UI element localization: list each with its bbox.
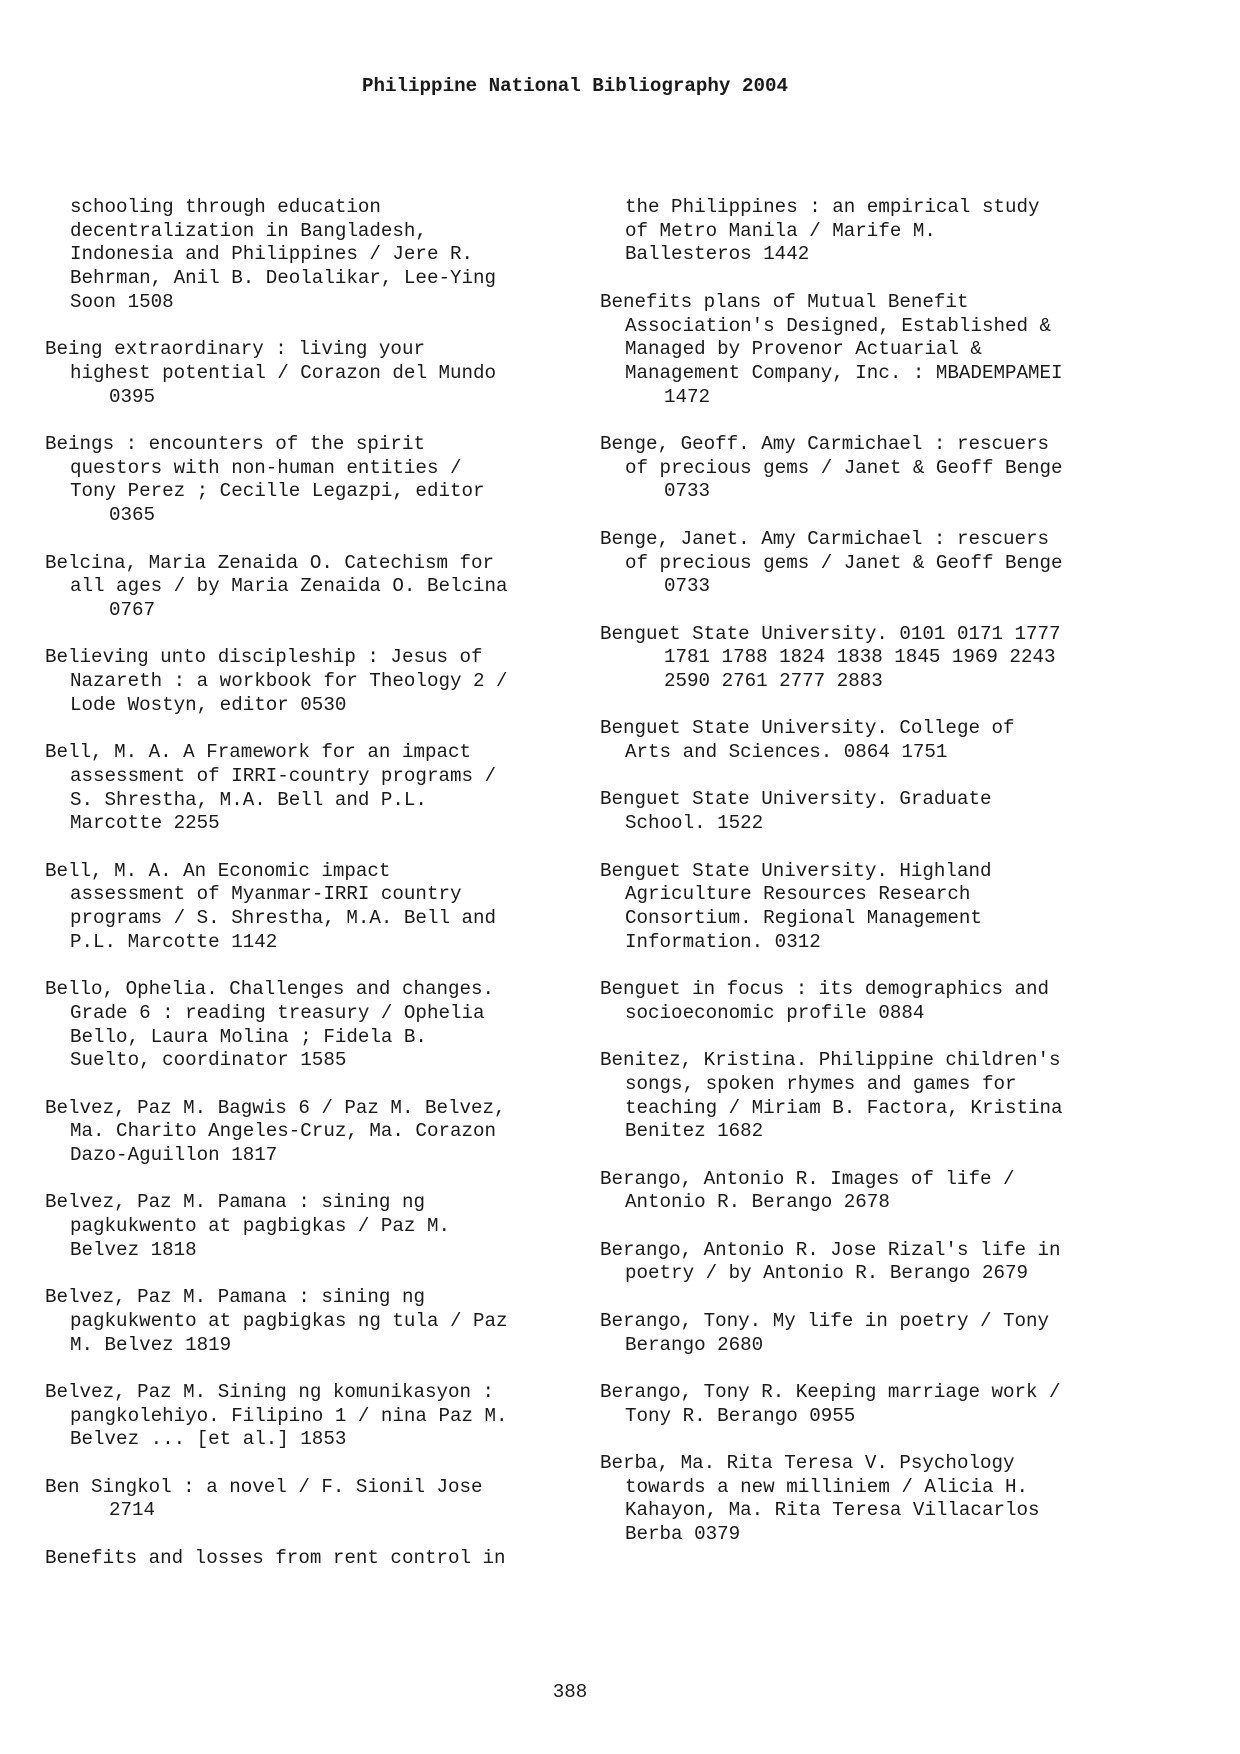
entry-line: Grade 6 : reading treasury / Ophelia: [70, 1001, 485, 1024]
bibliography-entry: [45, 741, 605, 836]
bibliography-entry: [600, 528, 1160, 599]
entry-line: pagkukwento at pagbigkas / Paz M.: [70, 1215, 450, 1238]
entry-line: Benitez, Kristina. Philippine children's: [600, 1049, 1061, 1072]
bibliography-entry: [45, 1547, 605, 1571]
bibliography-entry: [45, 860, 605, 955]
entry-line: Dazo-Aguillon 1817: [70, 1144, 278, 1166]
entry-line: Berango, Antonio R. Jose Rizal's life in: [600, 1238, 1061, 1261]
entry-line: Indonesia and Philippines / Jere R.: [70, 243, 474, 266]
bibliography-entry: [600, 1310, 1160, 1357]
entry-line: Belvez, Paz M. Bagwis 6 / Paz M. Belvez,: [45, 1096, 506, 1119]
bibliography-entry: [600, 291, 1160, 410]
entry-line: 0733: [664, 575, 711, 598]
entry-line: Benguet State University. Graduate: [600, 788, 992, 811]
entry-line: Berango, Tony. My life in poetry / Tony: [600, 1309, 1050, 1332]
entry-line: 2590 2761 2777 2883: [664, 670, 883, 692]
bibliography-entry: [45, 1097, 605, 1168]
entry-line: School. 1522: [625, 812, 764, 835]
entry-line: of precious gems / Janet & Geoff Benge: [625, 456, 1063, 479]
page-number: 388: [552, 1681, 588, 1703]
entry-line: of precious gems / Janet & Geoff Benge: [625, 551, 1063, 574]
entry-line: Information. 0312: [625, 930, 821, 953]
bibliography-entry: [45, 196, 605, 315]
entry-line: Belvez 1818: [70, 1238, 197, 1261]
bibliography-entry: [45, 646, 605, 717]
entry-line: 0767: [109, 598, 156, 621]
entry-line: Association's Designed, Established &: [625, 314, 1052, 337]
entry-line: the Philippines : an empirical study: [625, 196, 1040, 218]
entry-line: Ballesteros 1442: [625, 243, 810, 266]
entry-line: highest potential / Corazon del Mundo: [70, 361, 497, 384]
left-column: [45, 196, 605, 1594]
entry-line: Berango, Tony R. Keeping marriage work /: [600, 1380, 1061, 1403]
entry-line: all ages / by Maria Zenaida O. Belcina: [70, 575, 508, 598]
entry-line: Ben Singkol : a novel / F. Sionil Jose: [45, 1475, 483, 1498]
entry-line: 0733: [664, 480, 711, 503]
entry-line: Benge, Janet. Amy Carmichael : rescuers: [600, 527, 1050, 550]
entry-line: Belvez, Paz M. Pamana : sining ng: [45, 1191, 425, 1214]
entry-line: 0365: [109, 504, 156, 527]
entry-line: Belvez, Paz M. Sining ng komunikasyon :: [45, 1380, 495, 1403]
entry-line: Tony Perez ; Cecille Legazpi, editor: [70, 480, 485, 503]
entry-line: 2714: [109, 1499, 156, 1522]
bibliography-entry: [45, 1381, 605, 1452]
entry-line: schooling through education: [70, 196, 381, 218]
entry-line: assessment of IRRI-country programs /: [70, 764, 497, 787]
bibliography-entry: [600, 1452, 1160, 1547]
bibliography-entry: [600, 433, 1160, 504]
bibliography-entry: [45, 1191, 605, 1262]
bibliography-entry: [45, 552, 605, 623]
entry-line: poetry / by Antonio R. Berango 2679: [625, 1262, 1029, 1285]
entry-line: Berango, Antonio R. Images of life /: [600, 1167, 1015, 1190]
bibliography-entry: [600, 1049, 1160, 1144]
bibliography-entry: [600, 1239, 1160, 1286]
entry-line: Ma. Charito Angeles-Cruz, Ma. Corazon: [70, 1120, 497, 1143]
bibliography-entry: [600, 196, 1160, 267]
entry-line: Benefits plans of Mutual Benefit: [600, 290, 969, 313]
bibliography-entry: [600, 623, 1160, 694]
entry-line: Benguet State University. College of: [600, 717, 1015, 740]
entry-line: songs, spoken rhymes and games for: [625, 1072, 1017, 1095]
entry-line: teaching / Miriam B. Factora, Kristina: [625, 1096, 1063, 1119]
entry-line: Berba 0379: [625, 1523, 741, 1546]
entry-line: Berba, Ma. Rita Teresa V. Psychology: [600, 1452, 1015, 1475]
entry-line: programs / S. Shrestha, M.A. Bell and: [70, 907, 497, 929]
entry-line: Consortium. Regional Management: [625, 906, 982, 929]
entry-line: Benguet State University. Highland: [600, 859, 992, 882]
entry-line: of Metro Manila / Marife M.: [625, 219, 936, 242]
entry-line: assessment of Myanmar-IRRI country: [70, 883, 462, 906]
entry-line: Being extraordinary : living your: [45, 338, 425, 361]
bibliography-entry: [600, 788, 1160, 835]
entry-line: Nazareth : a workbook for Theology 2 /: [70, 670, 508, 692]
entry-line: Belcina, Maria Zenaida O. Catechism for: [45, 551, 495, 574]
right-column: [600, 196, 1160, 1571]
entry-line: Agriculture Resources Research: [625, 883, 971, 906]
entry-line: Kahayon, Ma. Rita Teresa Villacarlos: [625, 1499, 1040, 1522]
entry-line: questors with non-human entities /: [70, 456, 462, 479]
bibliography-entry: [600, 717, 1160, 764]
entry-line: Benguet State University. 0101 0171 1777: [600, 622, 1061, 645]
entry-line: P.L. Marcotte 1142: [70, 930, 278, 953]
entry-line: 1472: [664, 385, 711, 408]
entry-line: Benguet in focus : its demographics and: [600, 978, 1050, 1001]
entry-line: Soon 1508: [70, 290, 174, 313]
bibliography-entry: [600, 978, 1160, 1025]
bibliography-entry: [45, 978, 605, 1073]
entry-line: Management Company, Inc. : MBADEMPAMEI: [625, 361, 1063, 384]
entry-line: towards a new milliniem / Alicia H.: [625, 1475, 1029, 1498]
entry-line: pagkukwento at pagbigkas ng tula / Paz: [70, 1309, 508, 1332]
entry-line: Benefits and losses from rent control in: [45, 1546, 506, 1569]
entry-line: Belvez ... [et al.] 1853: [70, 1428, 347, 1451]
entry-line: Tony R. Berango 0955: [625, 1404, 856, 1427]
entry-line: Beings : encounters of the spirit: [45, 433, 425, 455]
bibliography-entry: [600, 860, 1160, 955]
entry-line: Lode Wostyn, editor 0530: [70, 693, 347, 716]
bibliography-entry: [45, 1286, 605, 1357]
entry-line: Belvez, Paz M. Pamana : sining ng: [45, 1286, 425, 1309]
bibliography-entry: [45, 433, 605, 528]
bibliography-entry: [600, 1168, 1160, 1215]
entry-line: Arts and Sciences. 0864 1751: [625, 741, 948, 764]
entry-line: Bello, Ophelia. Challenges and changes.: [45, 978, 495, 1001]
page-title: Philippine National Bibliography 2004: [361, 75, 789, 97]
bibliography-entry: [45, 338, 605, 409]
entry-line: Suelto, coordinator 1585: [70, 1049, 347, 1072]
entry-line: Bello, Laura Molina ; Fidela B.: [70, 1025, 427, 1048]
entry-line: Behrman, Anil B. Deolalikar, Lee-Ying: [70, 267, 497, 290]
entry-line: S. Shrestha, M.A. Bell and P.L.: [70, 788, 427, 811]
entry-line: Bell, M. A. An Economic impact: [45, 859, 391, 882]
entry-line: Believing unto discipleship : Jesus of: [45, 646, 483, 669]
entry-line: Berango 2680: [625, 1333, 764, 1356]
bibliography-entry: [600, 1381, 1160, 1428]
entry-line: Benitez 1682: [625, 1120, 764, 1143]
entry-line: pangkolehiyo. Filipino 1 / nina Paz M.: [70, 1404, 508, 1427]
entry-line: Marcotte 2255: [70, 812, 220, 835]
entry-line: decentralization in Bangladesh,: [70, 219, 427, 242]
entry-line: 0395: [109, 385, 156, 408]
entry-line: M. Belvez 1819: [70, 1333, 232, 1356]
bibliography-entry: [45, 1476, 605, 1523]
entry-line: socioeconomic profile 0884: [625, 1001, 925, 1024]
entry-line: Bell, M. A. A Framework for an impact: [45, 741, 472, 764]
entry-line: 1781 1788 1824 1838 1845 1969 2243: [664, 646, 1056, 669]
entry-line: Managed by Provenor Actuarial &: [625, 338, 982, 361]
entry-line: Antonio R. Berango 2678: [625, 1191, 890, 1214]
entry-line: Benge, Geoff. Amy Carmichael : rescuers: [600, 433, 1050, 455]
